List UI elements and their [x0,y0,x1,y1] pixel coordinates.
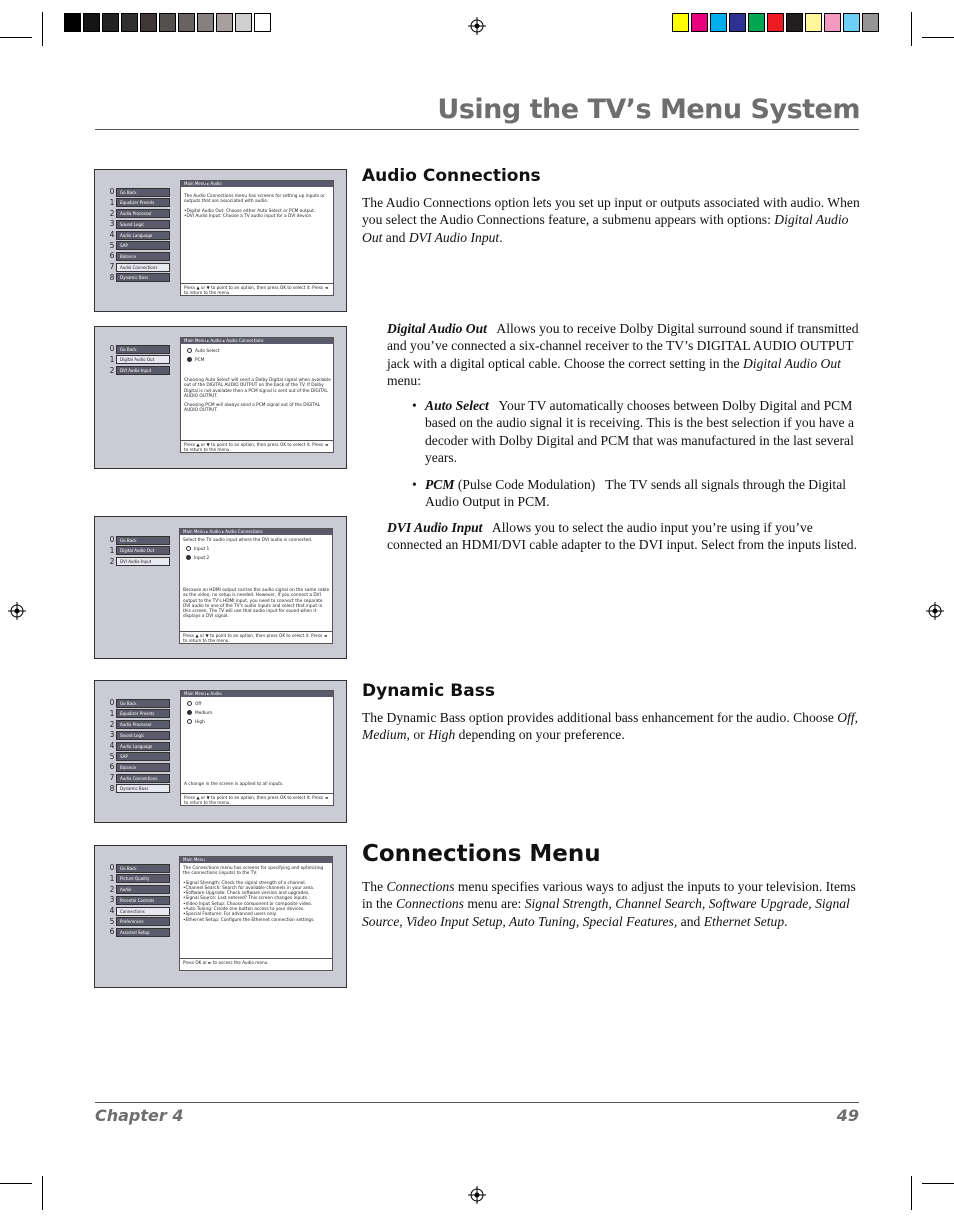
screenshot-dynamic-bass [94,680,347,823]
screen-menu-item: 2 Audio [108,885,170,894]
screen-text-line: •Video Input Setup: Choose component or composite video. [183,901,313,907]
screen-menu-item: 4 Audio Language [108,742,170,751]
screen-menu-item: 6 Assisted Setup [108,928,170,937]
screen-menu-item: 7 Audio Connections [108,774,170,783]
screen-menu-item: 5 SAP [108,241,170,250]
screen-menu-item: 2 Audio Processor [108,720,170,729]
calibration-swatch [862,13,879,32]
screen-text-line: •Software Upgrade: Check software version and upgrades. [183,891,310,897]
dvi-audio-input-description: DVI Audio Input Allows you to select the audio input you’re using if you’ve connected an HDMI/DVI cable adapter to the DVI input. Select from the inputs listed. [387,520,857,553]
calibration-swatch [235,13,252,32]
screen-text-line: The Connections menu has screens for specifying and optimizing the connections (inputs) to the TV. [183,866,324,877]
screen-text-line: •Channel Search: Search for available channels in your area. [183,885,315,891]
screen-menu-item: 0 Go Back [108,188,170,197]
calibration-swatch [102,13,119,32]
pcm-bullet: PCM (Pulse Code Modulation) The TV sends all signals through the Digital Audio Output in PCM. [425,477,847,510]
calibration-swatch [786,13,803,32]
screen-menu-item: 0 Go Back [108,699,170,708]
calibration-swatch [178,13,195,32]
screen-menu-item: 2 DVI Audio Input [108,366,170,375]
screen-breadcrumb: Main Menu ▸ Audio [181,691,333,697]
screen-menu-item: 1 Equalizer Presets [108,199,170,208]
calibration-swatch [805,13,822,32]
screen-info-panel [179,856,333,971]
calibration-swatch [824,13,841,32]
screen-menu-item: 0 Go Back [108,345,170,354]
screen-menu-item: 1 Picture Quality [108,875,170,884]
calibration-swatch [64,13,81,32]
screenshot-connections-menu [94,845,347,988]
screen-info-panel: Main Menu ▸ Audio ▸ Audio Connections Auto Select PCM Choosing Auto Select will send a Dolby Digital signal when available out of the DIGITAL AUDIO OUTPUT on the back of the TV. If Dolby Digital is not available then a PCM signal is sent out of the DIGITAL AUDIO OUTPUT. Choosing PCM will always send a PCM signal out of the DIGITAL AUDIO OUTPUT. Press ▲ or ▼ to point to an option, then press OK to select it. Press ◄ to return to the menu. [180,337,334,453]
screen-menu-item: 4 Connections [108,907,170,916]
calibration-swatch [254,13,271,32]
screen-hint: Press ▲ or ▼ to point to an option, then press OK to select it. Press ◄ to return to the menu. [181,440,333,452]
screen-menu-item: 5 SAP [108,752,170,761]
screenshot-dvi-audio-input [94,516,347,659]
digital-audio-out-description: Digital Audio Out Allows you to receive Dolby Digital surround sound if transmitted and you’ve connected a six-channel receiver to the TV’s DIGITAL AUDIO OUTPUT jack with a digital optical cable. Choose the correct setting in the Digital Audio Out menu: [387,321,859,388]
screen-menu-item: 6 Balance [108,252,170,261]
screen-breadcrumb: Main Menu [180,857,332,863]
screen-text-line: •Ethernet Setup: Configure the Ethernet connection settings. [183,917,315,923]
screen-menu-item: 0 Go Back [108,536,170,545]
screen-menu-item: 2 Audio Processor [108,209,170,218]
screen-menu-item: 3 Sound Logic [108,731,170,740]
calibration-swatch [748,13,765,32]
calibration-swatch [140,13,157,32]
screen-text-line: •Signal Source: Last entered? This screen changes inputs. [183,896,309,902]
screen-hint: Press ▲ or ▼ to point to an option, then press OK to select it. Press ◄ to return to the menu. [180,631,332,643]
screen-info-panel: Main Menu ▸ Audio The Audio Connections menu has screens for setting up inputs or outputs that are associated with audio. •Digital Audio Out: Choose either Auto Select or PCM output. •DVI Audio Input: Choose a TV audio input for a DVI device. Press ▲ or ▼ to point to an option, then press OK to select it. Press ◄ to return to the menu. [180,180,334,296]
screen-menu-item: 6 Balance [108,763,170,772]
calibration-swatch [710,13,727,32]
screen-side-menu [108,864,170,939]
calibration-swatch [672,13,689,32]
screen-info-panel: Main Menu ▸ Audio Off Medium High A change in the screen is applied to all inputs. Press ▲ or ▼ to point to an option, then press OK to select it. Press ◄ to return to the menu. [180,690,334,806]
page-title: Using the TV’s Menu System [437,94,860,125]
screen-side-menu [108,345,170,377]
screen-side-menu [108,188,170,284]
calibration-swatch [121,13,138,32]
screen-menu-item: 0 Go Back [108,864,170,873]
registration-mark-icon [8,602,26,620]
screen-menu-item: 1 Equalizer Presets [108,710,170,719]
calibration-swatch [197,13,214,32]
screen-menu-item: 2 DVI Audio Input [108,557,170,566]
screenshot-audio-menu [94,169,347,312]
calibration-swatch [729,13,746,32]
chapter-label: Chapter 4 [95,1106,184,1125]
screen-hint: Press ▲ or ▼ to point to an option, then press OK to select it. Press ◄ to return to the menu. [181,283,333,295]
calibration-swatch [216,13,233,32]
registration-mark-icon [468,17,486,35]
screen-menu-item: 1 Digital Audio Out [108,356,170,365]
footer-rule [95,1102,859,1103]
screen-side-menu [108,536,170,568]
calibration-swatch [691,13,708,32]
screen-menu-item: 3 Parental Controls [108,896,170,905]
screen-menu-item: 1 Digital Audio Out [108,547,170,556]
screen-text-line: •Signal Strength: Check the signal strength of a channel. [183,880,306,886]
calibration-swatch [159,13,176,32]
screen-breadcrumb: Main Menu ▸ Audio [181,181,333,187]
calibration-swatch [83,13,100,32]
calibration-swatch [767,13,784,32]
page-number: 49 [836,1106,859,1125]
screen-menu-item: 5 Preferences [108,917,170,926]
screen-menu-item: 3 Sound Logic [108,220,170,229]
calibration-swatch [843,13,860,32]
screen-text-line: •Auto Tuning: Create one button access to your devices. [183,907,305,913]
screen-menu-item: 4 Audio Language [108,231,170,240]
section-heading-dynamic-bass: Dynamic Bass [362,681,495,701]
registration-mark-icon [468,1186,486,1204]
auto-select-bullet: Auto Select Your TV automatically chooses between Dolby Digital and PCM based on the audio signal it is receiving. This is the best selection if you have a decoder with Dolby Digital and PCM that was manufactured in the last several years. [425,398,854,465]
registration-mark-icon [926,602,944,620]
screen-side-menu [108,699,170,795]
screen-text-line: •Special Features: For advanced users only. [183,912,277,918]
screen-menu-item: 8 Dynamic Bass [108,274,170,283]
connections-menu-text: The Connections menu specifies various ways to adjust the inputs to your television. Items in the Connections menu are: Signal Strength, Channel Search, Software Upgrade, Signal Source, Video Input Setup, Auto Tuning, Special Features, and Ethernet Setup. [362,879,856,929]
section-heading-audio-connections: Audio Connections [362,166,541,186]
screen-info-panel: Main Menu ▸ Audio ▸ Audio Connections Select the TV audio input where the DVI audio is connected. Input 1 Input 2 Because an HDMI output carries the audio signal on the same cable as the video, no setup is needed. However, if you connect a DVI output to the TV's HDMI input, you need to connect the separate DVI audio to one of the TV's audio inputs and select that input in this screen. The TV will use that audio input for sound when it displays a DVI signal. Press ▲ or ▼ to point to an option, then press OK to select it. Press ◄ to return to the menu. [179,528,333,644]
screen-hint: Press OK or ► to access the Audio menu. [180,958,332,970]
screen-menu-item: 8 Dynamic Bass [108,785,170,794]
audio-connections-intro: The Audio Connections option lets you set up input or outputs associated with audio. When you select the Audio Connections feature, a submenu appears with options: Digital Audio Out and DVI Audio Input. [362,195,860,245]
section-heading-connections-menu: Connections Menu [362,841,601,867]
screen-breadcrumb: Main Menu ▸ Audio ▸ Audio Connections [180,529,332,535]
title-rule [95,129,859,130]
screen-breadcrumb: Main Menu ▸ Audio ▸ Audio Connections [181,338,333,344]
screenshot-digital-audio-out [94,326,347,469]
screen-hint: Press ▲ or ▼ to point to an option, then press OK to select it. Press ◄ to return to the menu. [181,793,333,805]
dynamic-bass-text: The Dynamic Bass option provides additional bass enhancement for the audio. Choose Off, Medium, or High depending on your preference. [362,710,859,743]
screen-menu-item: 7 Audio Connections [108,263,170,272]
